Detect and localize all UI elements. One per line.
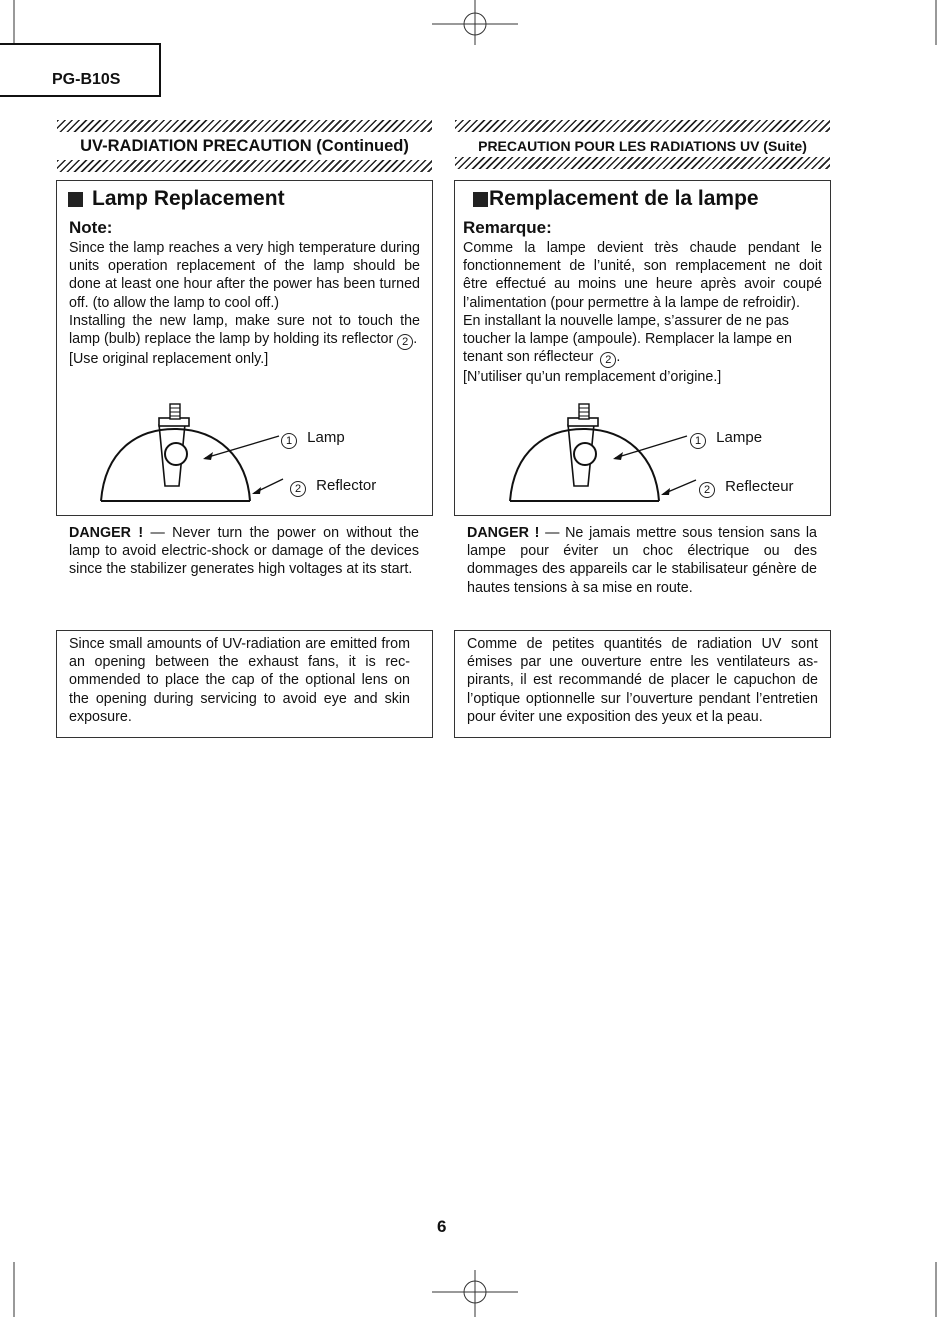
box-title-fr — [473, 188, 759, 210]
note-para-2-text-fr: En installant la nouvelle lampe, s’assurer de ne pas toucher la lampe (ampoule). Remplacer la lampe en tenant son réflecteur — [463, 312, 792, 366]
section-title-en: UV-RADIATION PRECAUTION (Continued) — [80, 137, 409, 155]
note-body-en — [69, 239, 420, 368]
number-2-icon: 2 — [290, 481, 306, 497]
section-title-fr: PRECAUTION POUR LES RADIATIONS UV (Suite) — [478, 138, 807, 154]
danger-warning-fr — [467, 524, 817, 597]
lamp-replacement-box-en — [56, 180, 433, 516]
note-heading-en: Note: — [69, 218, 113, 237]
lamp-label-en: Lamp — [307, 429, 345, 446]
danger-label-fr: DANGER ! — [467, 525, 540, 541]
reflector-label-en: Reflector — [316, 477, 377, 494]
square-bullet-icon — [68, 192, 83, 207]
model-number: PG-B10S — [52, 71, 121, 88]
lamp-bulb — [574, 443, 596, 465]
note-para-2-text-en: Installing the new lamp, make sure not to touch the lamp (bulb) replace the lamp by holding its reflector — [69, 312, 420, 348]
note-para-3-en: [Use original replacement only.] — [69, 351, 269, 368]
lamp-label-fr: Lampe — [716, 429, 763, 446]
lamp-callout-en — [281, 429, 345, 449]
note-body-fr — [463, 239, 822, 386]
reflector-label-fr: Reflecteur — [725, 478, 794, 495]
danger-label-en: DANGER ! — [69, 525, 144, 541]
danger-text-en: — Never turn the power on without the lamp to avoid electric-shock or damage of the devices since the stabilizer generates high voltages at its start. — [69, 525, 419, 578]
square-bullet-icon — [473, 192, 488, 207]
lamp-callout-fr — [690, 429, 762, 449]
reflector-ref-icon: 2 — [600, 352, 616, 368]
number-1-icon: 1 — [690, 433, 706, 449]
lamp-bulb — [165, 443, 187, 465]
hatch-rule-bottom-en — [57, 160, 432, 172]
reflector-callout-en — [290, 477, 376, 497]
box-title-text-en: Lamp Replacement — [92, 187, 285, 210]
hatch-rule-top-en — [57, 120, 432, 132]
note-heading-fr: Remarque: — [463, 218, 552, 237]
model-tab — [0, 43, 161, 97]
uv-notice-text-fr: Comme de petites quantités de radiation UV sont émises par une ouverture entre les ventilateurs as-pirants, il est recommandé de placer le capuchon de l’optique optionnelle sur l’ouverture pendant l’entretien pour éviter une exposition des yeux et la peau. — [467, 636, 818, 725]
danger-text-fr: — Ne jamais mettre sous tension sans la lampe pour éviter un choc électrique ou des dommages des appareils car le stabilisateur génère de hautes tensions à sa mise en route. — [467, 525, 817, 596]
uv-notice-box-fr — [454, 630, 831, 738]
reflector-ref-icon: 2 — [397, 334, 413, 350]
note-para-1-en: Since the lamp reaches a very high temperature during units operation replacement of the lamp should be done at least one hour after the power has been turned off. (to allow the lamp to cool off.) — [69, 240, 420, 311]
lamp-replacement-box-fr — [454, 180, 831, 516]
danger-warning-en — [69, 524, 419, 579]
uv-notice-text-en: Since small amounts of UV-radiation are emitted from an opening between the exhaust fans, it is rec-ommended to place the cap of the optional lens on the opening during servicing to avoid eye and skin exposure. — [69, 636, 410, 725]
number-1-icon: 1 — [281, 433, 297, 449]
reflector-callout-fr — [699, 478, 794, 498]
page-number: 6 — [437, 1217, 447, 1236]
note-para-3-fr: [N’utiliser qu’un remplacement d’origine.] — [463, 369, 722, 386]
box-title-text-fr: Remplacement de la lampe — [489, 187, 759, 210]
hatch-rule-top-fr — [455, 120, 830, 132]
note-para-2-fr: En installant la nouvelle lampe, s’assurer de ne pas toucher la lampe (ampoule). Remplacer la lampe en tenant son réflecteur 2 . — [463, 312, 792, 367]
note-para-2-en: Installing the new lamp, make sure not to touch the lamp (bulb) replace the lamp by holding its reflector 2 . — [69, 312, 420, 349]
uv-notice-box-en — [56, 630, 433, 738]
note-para-1-fr: Comme la lampe devient très chaude pendant le fonctionnement de l’unité, son remplacement ne doit être effectué au moins une heure après avoir coupé l’alimentation (pour permettre à la lampe de refroidir). — [463, 240, 822, 311]
hatch-rule-bottom-fr — [455, 157, 830, 169]
box-title-en — [68, 188, 285, 210]
number-2-icon: 2 — [699, 482, 715, 498]
